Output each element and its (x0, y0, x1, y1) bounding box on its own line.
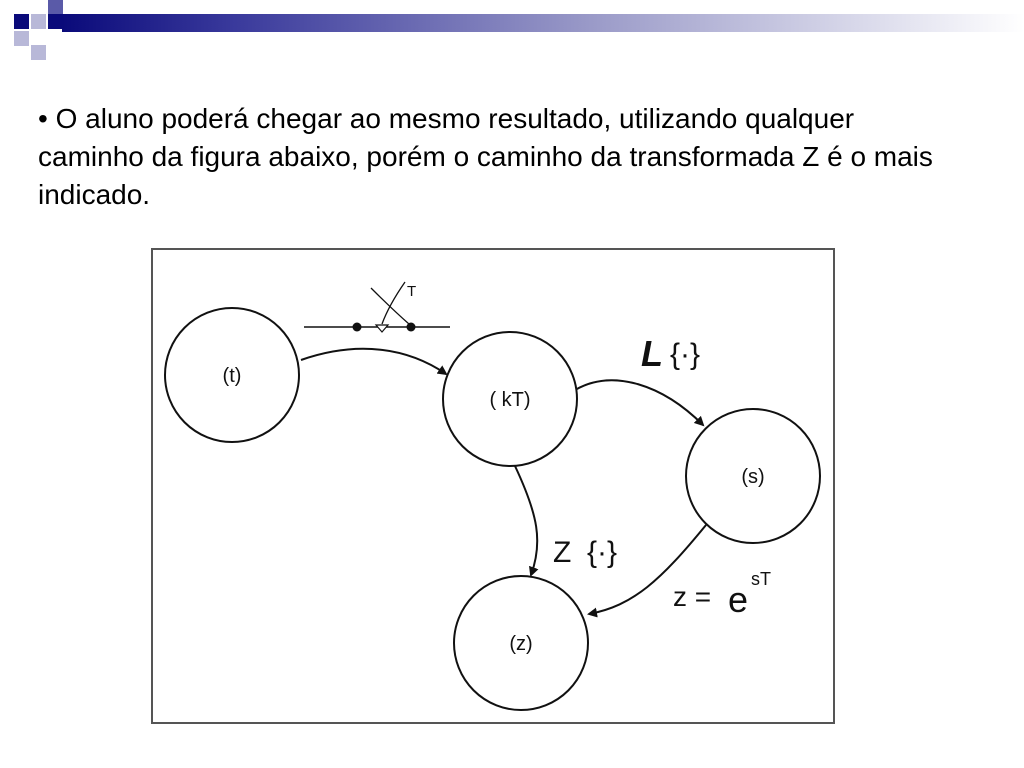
node-z-label: (z) (509, 633, 533, 655)
node-t (165, 308, 299, 442)
node-z (454, 576, 588, 710)
substitution-lhs: z = (673, 581, 712, 612)
node-s-label: (s) (741, 466, 765, 488)
header-square-dark (14, 14, 29, 29)
substitution-exponent: sT (751, 569, 771, 589)
node-kt (443, 332, 577, 466)
transform-diagram (153, 250, 833, 722)
substitution-label (673, 569, 771, 620)
bullet-text: O aluno poderá chegar ao mesmo resultado, utilizando qualquer caminho da figura abaixo, porém o caminho da transformada Z é o mais indicado. (38, 103, 933, 210)
ztransform-symbol: Z (553, 536, 572, 569)
header-square-dark (48, 14, 63, 29)
header-decoration (0, 0, 1024, 60)
edge-t-to-kt (301, 349, 446, 374)
node-t-label: (t) (222, 365, 242, 387)
sampler-switch (304, 282, 450, 332)
slide-body-text (38, 100, 938, 214)
edge-kt-to-z (515, 466, 537, 575)
ztransform-label (553, 536, 617, 569)
sampler-contact-left (353, 323, 362, 332)
substitution-base: e (728, 579, 749, 620)
header-square-light (31, 14, 46, 29)
edge-kt-to-s (575, 380, 703, 425)
ztransform-operator: {·} (587, 536, 618, 569)
laplace-symbol: L (641, 333, 663, 374)
bullet-glyph: • (38, 103, 48, 134)
header-gradient-bar (62, 14, 1024, 32)
header-square-light (31, 45, 46, 60)
sampler-label: T (407, 283, 417, 300)
header-square-light (14, 31, 29, 46)
sampler-pivot-icon (376, 325, 388, 332)
laplace-operator: {·} (670, 338, 701, 371)
node-kt-label: ( kT) (489, 389, 531, 411)
header-square-mid (48, 0, 63, 15)
diagram-frame (151, 248, 835, 724)
node-s (686, 409, 820, 543)
laplace-label (641, 333, 700, 374)
